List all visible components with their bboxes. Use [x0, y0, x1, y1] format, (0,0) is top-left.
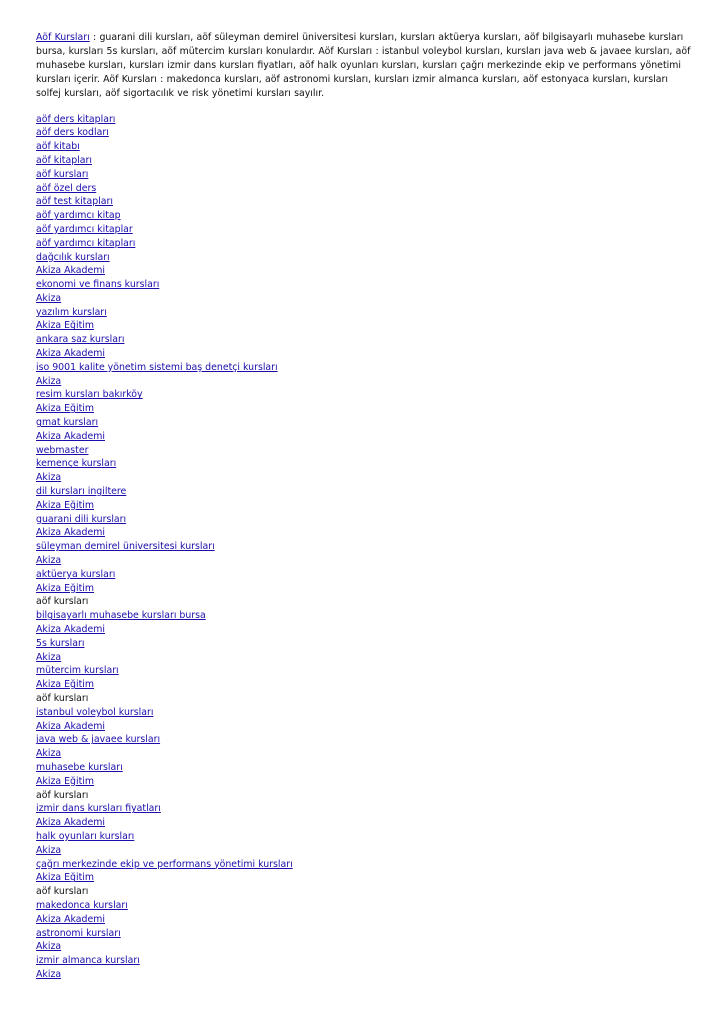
list-item [36, 582, 692, 596]
list-item [36, 609, 692, 623]
list-item-link[interactable]: aöf kitapları [36, 154, 92, 166]
list-item [36, 554, 692, 568]
intro-title-link[interactable]: Aöf Kursları [36, 32, 90, 43]
list-item [36, 471, 692, 485]
list-item-link[interactable]: Akiza Eğitim [36, 403, 94, 415]
list-item [36, 319, 692, 333]
list-item [36, 664, 692, 678]
list-item-link[interactable]: Akiza Eğitim [36, 582, 94, 594]
list-item [36, 513, 692, 527]
list-item-link[interactable]: Akiza [36, 941, 62, 953]
list-item [36, 844, 692, 858]
list-item-link[interactable]: astronomi kursları [36, 927, 121, 939]
list-item-link[interactable]: Akiza Eğitim [36, 679, 94, 691]
list-item [36, 306, 692, 320]
list-item-link[interactable]: dil kursları ingiltere [36, 486, 127, 498]
list-item [36, 927, 692, 941]
list-item [36, 361, 692, 375]
list-item-link[interactable]: izmir almanca kursları [36, 955, 140, 967]
list-item-link[interactable]: süleyman demirel üniversitesi kursları [36, 541, 215, 553]
list-item [36, 885, 692, 899]
list-item-link[interactable]: aöf yardımcı kitapları [36, 237, 136, 249]
list-item-link[interactable]: iso 9001 kalite yönetim sistemi baş denetçi kursları [36, 361, 278, 373]
list-item [36, 678, 692, 692]
list-item-link[interactable]: Akiza [36, 844, 62, 856]
list-item [36, 430, 692, 444]
list-item-link[interactable]: makedonca kursları [36, 899, 128, 911]
list-item-link[interactable]: aöf kitabı [36, 141, 80, 153]
list-item-link[interactable]: aktüerya kursları [36, 568, 116, 580]
list-item [36, 899, 692, 913]
list-item-link[interactable]: Akiza [36, 472, 62, 484]
list-item [36, 209, 692, 223]
list-item-link[interactable]: Akiza Akademi [36, 348, 105, 360]
list-item [36, 858, 692, 872]
list-item-link[interactable]: Akiza Akademi [36, 913, 105, 925]
list-item-link[interactable]: aöf özel ders [36, 182, 97, 194]
list-item-link[interactable]: gmat kursları [36, 417, 99, 429]
list-item [36, 251, 692, 265]
list-item [36, 526, 692, 540]
list-item-link[interactable]: Akiza Akademi [36, 430, 105, 442]
list-item-link[interactable]: çağrı merkezinde ekip ve performans yönetimi kursları [36, 858, 293, 870]
list-item [36, 457, 692, 471]
list-item-link[interactable]: Akiza Eğitim [36, 320, 94, 332]
list-item-text: aöf kursları [36, 693, 89, 704]
list-item-link[interactable]: aöf test kitapları [36, 196, 113, 208]
list-item [36, 444, 692, 458]
list-item [36, 968, 692, 982]
list-item-link[interactable]: kemençe kursları [36, 458, 117, 470]
list-item [36, 595, 692, 609]
list-item [36, 623, 692, 637]
list-item [36, 692, 692, 706]
list-item [36, 637, 692, 651]
list-item-link[interactable]: istanbul voleybol kursları [36, 706, 154, 718]
list-item-link[interactable]: Akiza Akademi [36, 527, 105, 539]
list-item-link[interactable]: webmaster [36, 444, 89, 456]
list-item [36, 292, 692, 306]
list-item [36, 733, 692, 747]
list-item [36, 940, 692, 954]
list-item-link[interactable]: java web & javaee kursları [36, 734, 161, 746]
list-item [36, 375, 692, 389]
list-item [36, 416, 692, 430]
list-item-link[interactable]: aöf ders kitapları [36, 113, 116, 125]
list-item-link[interactable]: Akiza Akademi [36, 817, 105, 829]
list-item [36, 802, 692, 816]
list-item [36, 568, 692, 582]
list-item-link[interactable]: Akiza Eğitim [36, 775, 94, 787]
list-item [36, 871, 692, 885]
list-item-link[interactable]: Akiza [36, 292, 62, 304]
list-item-link[interactable]: Akiza Eğitim [36, 499, 94, 511]
list-item-link[interactable]: bilgisayarlı muhasebe kursları bursa [36, 610, 206, 622]
document-page [36, 31, 692, 982]
list-item [36, 264, 692, 278]
list-item-link[interactable]: Akiza Eğitim [36, 872, 94, 884]
list-item [36, 499, 692, 513]
list-item [36, 223, 692, 237]
list-item [36, 651, 692, 665]
list-item [36, 113, 692, 127]
list-item-link[interactable]: Akiza Akademi [36, 265, 105, 277]
list-item [36, 402, 692, 416]
list-item-link[interactable]: 5s kursları [36, 637, 85, 649]
list-item-link[interactable]: ankara saz kursları [36, 334, 125, 346]
list-item-link[interactable]: mütercim kursları [36, 665, 119, 677]
list-item [36, 540, 692, 554]
intro-text: : guarani dili kursları, aöf süleyman demirel üniversitesi kursları, kursları aktüerya kursları, aöf bilgisayarlı muhasebe kursları bursa, kursları 5s kursları, aöf mütercim kursları konulardır. Aöf Kursları : istanbul voleybol kursları, kursları java web & javaee kursları, aöf muhasebe kursları, kursları izmir dans kursları fiyatları, aöf halk oyunları kursları, kursları çağrı merkezinde ekip ve performans yönetimi kursları içerir. Aöf Kursları : makedonca kursları, aöf astronomi kursları, kursları izmir almanca kursları, aöf estonyaca kursları, kursları solfej kursları, aöf sigortacılık ve risk yönetimi kursları sayılır. [36, 32, 691, 99]
list-item [36, 913, 692, 927]
list-item [36, 237, 692, 251]
list-item [36, 347, 692, 361]
list-item-text: aöf kursları [36, 886, 89, 898]
list-item [36, 154, 692, 168]
list-item-text: aöf kursları [36, 789, 89, 801]
list-item [36, 126, 692, 140]
list-item [36, 278, 692, 292]
list-item-link[interactable]: aöf yardımcı kitap [36, 210, 121, 222]
list-item-link[interactable]: Akiza [36, 375, 62, 387]
list-item-link[interactable]: Akiza Akademi [36, 720, 105, 732]
link-list [36, 113, 692, 982]
list-item-link[interactable]: Akiza [36, 748, 62, 760]
list-item-link[interactable]: aöf ders kodları [36, 127, 109, 139]
list-item-link[interactable]: yazılım kursları [36, 306, 107, 318]
list-item-link[interactable]: Akiza [36, 968, 62, 980]
list-item-link[interactable]: muhasebe kursları [36, 761, 123, 773]
list-item [36, 485, 692, 499]
list-item-link[interactable]: dağcılık kursları [36, 251, 110, 263]
list-item-link[interactable]: aöf kursları [36, 168, 89, 180]
list-item [36, 830, 692, 844]
list-item [36, 182, 692, 196]
list-item [36, 333, 692, 347]
list-item-text: aöf kursları [36, 596, 89, 608]
list-item [36, 954, 692, 968]
list-item [36, 195, 692, 209]
list-item-link[interactable]: aöf yardımcı kitaplar [36, 223, 133, 235]
list-item-link[interactable]: Akiza [36, 555, 62, 567]
list-item-link[interactable]: Akiza [36, 651, 62, 663]
list-item-link[interactable]: resim kursları bakırköy [36, 389, 143, 401]
list-item [36, 816, 692, 830]
intro-paragraph [36, 31, 692, 101]
list-item-link[interactable]: Akiza Akademi [36, 624, 105, 636]
list-item-link[interactable]: guarani dili kursları [36, 513, 127, 525]
list-item [36, 140, 692, 154]
list-item [36, 720, 692, 734]
list-item [36, 761, 692, 775]
list-item [36, 388, 692, 402]
list-item-link[interactable]: ekonomi ve finans kursları [36, 279, 160, 291]
list-item [36, 706, 692, 720]
list-item [36, 747, 692, 761]
list-item [36, 168, 692, 182]
list-item-link[interactable]: halk oyunları kursları [36, 830, 135, 842]
list-item-link[interactable]: izmir dans kursları fiyatları [36, 803, 161, 815]
list-item [36, 775, 692, 789]
list-item [36, 789, 692, 803]
